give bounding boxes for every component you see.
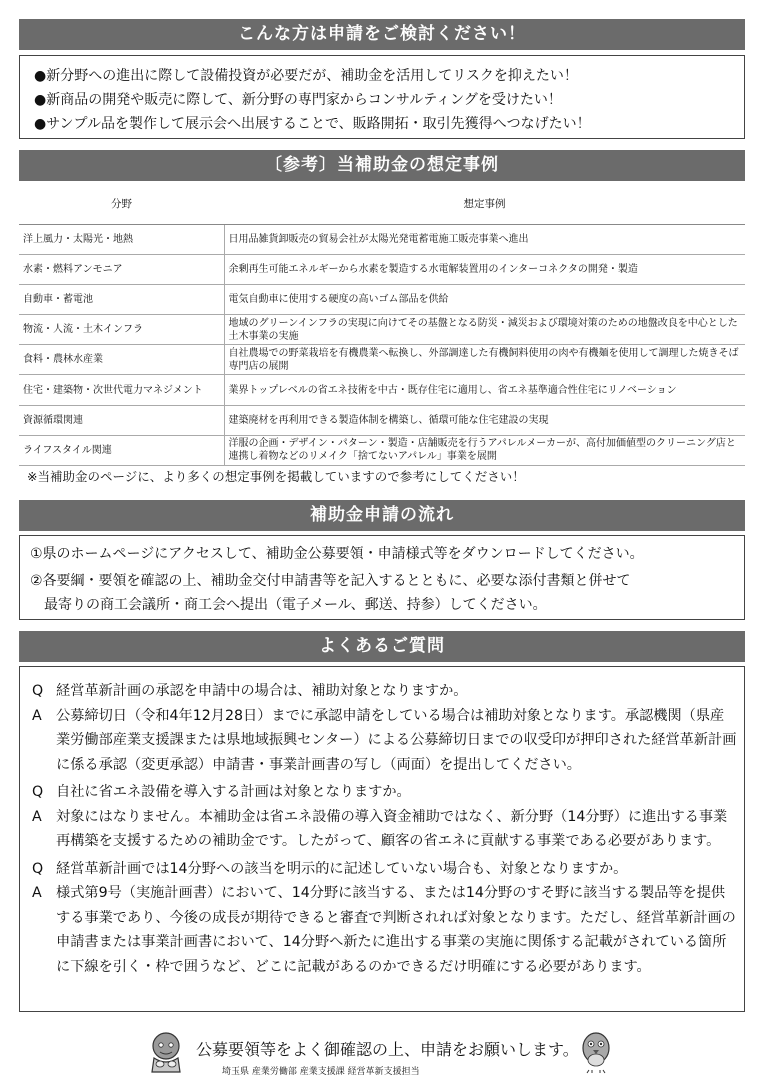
q-mark: Q [32,784,44,800]
table-row [19,284,745,314]
field-cell: 食料・農林水産業 [19,345,224,375]
flow-step: 最寄りの商工会議所・商工会へ提出（電子メール、郵送、持参）してください。 [30,597,547,613]
table-row [19,375,745,405]
field-cell: 自動車・蓄電池 [19,284,224,314]
application-flow-box [19,535,745,620]
a-mark: A [32,885,42,901]
faq-box [19,666,745,1012]
example-cases-table [19,184,745,466]
faq-answer [30,881,738,979]
faq-question [30,780,738,805]
table-row [19,405,745,435]
field-cell: 物流・人流・土木インフラ [19,315,224,345]
faq-answer [30,704,738,778]
mascot-bowing-icon [146,1030,186,1074]
column-header-example: 想定事例 [224,184,745,224]
section2-heading: 〔参考〕当補助金の想定事例 [19,150,745,181]
target-audience-box [19,55,745,139]
question-text: 自社に省エネ設備を導入する計画は対象となりますか。 [56,784,411,800]
table-row [19,345,745,375]
q-mark: Q [32,683,44,699]
answer-text: 様式第9号（実施計画書）において、14分野に該当する、または14分野のすそ野に該当する製品等を提供する事業であり、今後の成長が期待できると審査で判断されれば対象となります。ただし、経営革新計画の申請書または事業計画書において、14分野へ新たに進出する事業の実施に関係する記載がされている箇所に下線を引く・枠で囲うなど、どこに記載があるのかできるだけ明確にする必要があります。 [56,885,736,975]
column-header-field: 分野 [19,184,224,224]
mascot-bird-icon [576,1030,616,1074]
reference-note: ※当補助金のページに、より多くの想定事例を掲載していますので参考にしてください！ [27,469,525,484]
answer-text: 公募締切日（令和4年12月28日）までに承認申請をしている場合は補助対象となります。承認機関（県産業労働部産業支援課または県地域振興センター）による公募締切日までの収受印が押印された経営革新計画に係る承認（変更承認）申請書・事業計画書の写し（両面）を提出してください。 [56,707,737,773]
question-text: 経営革新計画では14分野への該当を明示的に記述していない場合も、対象となりますか。 [56,860,628,877]
audience-item: ●新商品の開発や販売に際して、新分野の専門家からコンサルティングを受けたい！ [34,92,562,108]
section4-heading: よくあるご質問 [19,631,745,662]
table-header-row [19,184,745,224]
section3-heading: 補助金申請の流れ [19,500,745,531]
field-cell: 資源循環関連 [19,405,224,435]
flow-step: ①県のホームページにアクセスして、補助金公募要領・申請様式等をダウンロードしてください。 [30,546,644,562]
faq-question [30,679,738,704]
audience-item: ●新分野への進出に際して設備投資が必要だが、補助金を活用してリスクを抑えたい！ [34,68,578,84]
field-cell: ライフスタイル関連 [19,435,224,465]
example-cell: 電気自動車に使用する硬度の高いゴム部品を供給 [224,284,745,314]
table-row [19,224,745,254]
example-cell: 余剰再生可能エネルギーから水素を製造する水電解装置用のインターコネクタの開発・製造 [224,254,745,284]
example-cell: 洋服の企画・デザイン・パターン・製造・店舗販売を行うアパレルメーカーが、高付加価値型のクリーニング店と連携し着物などのリメイク「捨てないアパレル」事業を展開 [224,435,745,465]
a-mark: A [32,707,42,724]
footer-department: 埼玉県 産業労働部 産業支援課 経営革新支援担当 [222,1067,420,1077]
answer-text: 対象にはなりません。本補助金は省エネ設備の導入資金補助ではなく、新分野（14分野）に進出する事業再構築を支援するための補助金です。したがって、顧客の省エネに貢献する事業である必要があります。 [56,808,728,849]
field-cell: 住宅・建築物・次世代電力マネジメント [19,375,224,405]
footer-message: 公募要領等をよく御確認の上、申請をお願いします。 [196,1040,579,1059]
example-cell: 日用品雑貨卸販売の貿易会社が太陽光発電蓄電施工販売事業へ進出 [224,224,745,254]
table-row [19,315,745,345]
faq-question [30,857,738,882]
example-cell: 業界トップレベルの省エネ技術を中古・既存住宅に適用し、省エネ基準適合性住宅にリノベーション [224,375,745,405]
table-row [19,435,745,465]
section1-heading: こんな方は申請をご検討ください！ [19,19,745,50]
example-cell: 建築廃材を再利用できる製造体制を構築し、循環可能な住宅建設の実現 [224,405,745,435]
a-mark: A [32,808,42,825]
question-text: 経営革新計画の承認を申請中の場合は、補助対象となりますか。 [56,683,468,699]
flow-step: ②各要綱・要領を確認の上、補助金交付申請書等を記入するとともに、必要な添付書類と併せて [30,573,631,589]
faq-answer [30,805,738,854]
field-cell: 水素・燃料アンモニア [19,254,224,284]
q-mark: Q [32,860,44,877]
example-cell: 自社農場での野菜栽培を有機農業へ転換し、外部調達した有機飼料使用の肉や有機麺を使用して調理した焼きそば専門店の展開 [224,345,745,375]
audience-item: ●サンプル品を製作して展示会へ出展することで、販路開拓・取引先獲得へつなげたい！ [34,116,591,132]
field-cell: 洋上風力・太陽光・地熱 [19,224,224,254]
example-cell: 地域のグリーンインフラの実現に向けてその基盤となる防災・減災および環境対策のための地盤改良を中心とした土木事業の実施 [224,315,745,345]
table-row [19,254,745,284]
